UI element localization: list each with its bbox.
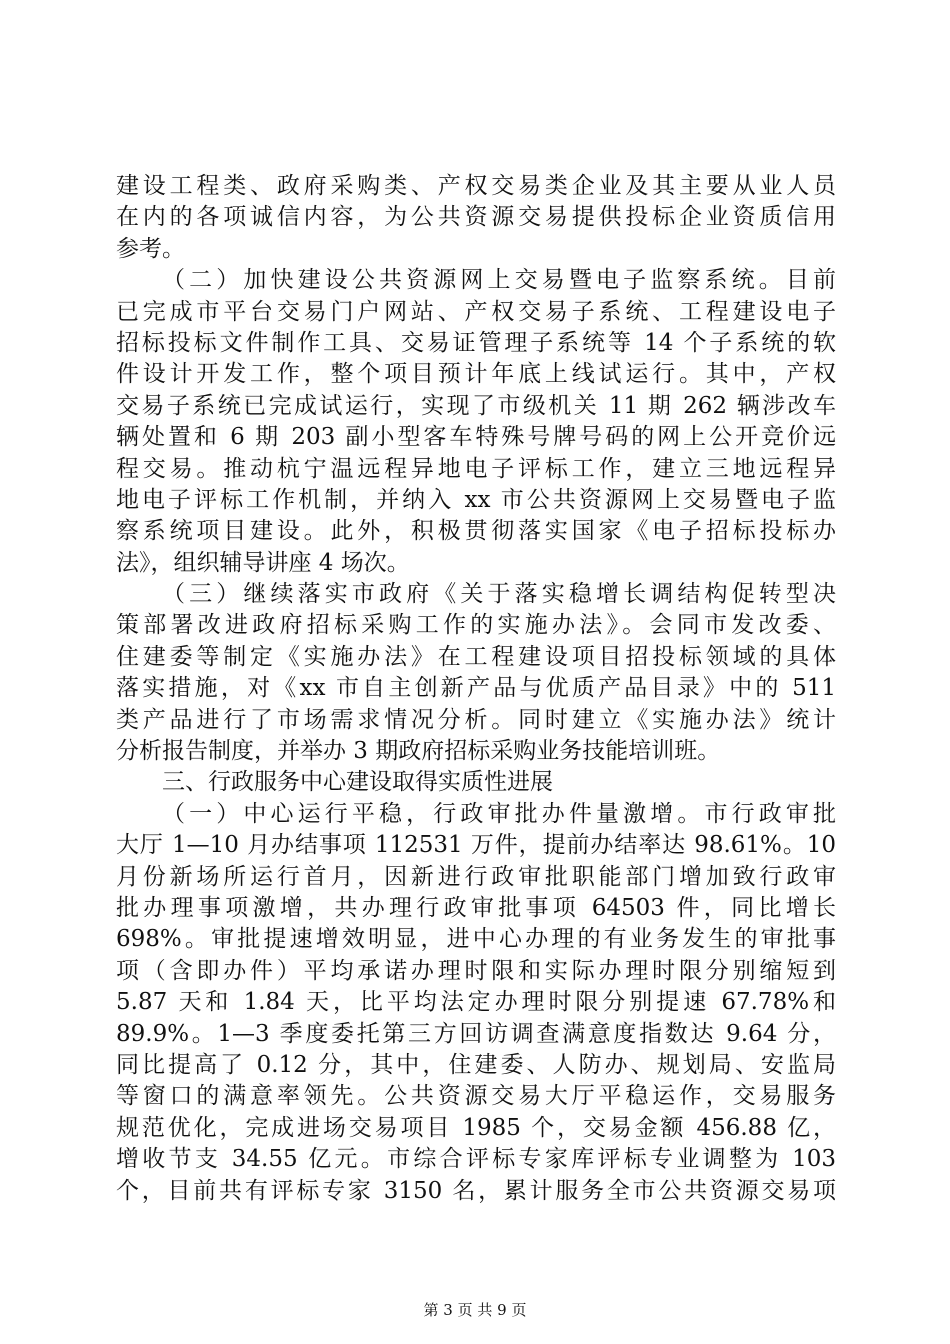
text-line: 等窗口的满意率领先。公共资源交易大厅平稳运作，交易服务 [116, 1083, 836, 1110]
text-line: 件设计开发工作，整个项目预计年底上线试运行。其中，产权 [116, 361, 836, 388]
text-line: 辆处置和 6 期 203 副小型客车特殊号牌号码的网上公开竞价远 [116, 424, 836, 451]
text-line: 大厅 1—10 月办结事项 112531 万件，提前办结率达 98.61%。10 [116, 832, 836, 859]
text-line: 5.87 天和 1.84 天，比平均法定办理时限分别提速 67.78%和 [116, 989, 836, 1016]
text-line: 法》，组织辅导讲座 4 场次。 [116, 549, 410, 576]
text-line: 建设工程类、政府采购类、产权交易类企业及其主要从业人员 [116, 173, 836, 199]
text-line: 已完成市平台交易门户网站、产权交易子系统、工程建设电子 [116, 298, 836, 325]
text-line: 在内的各项诚信内容，为公共资源交易提供投标企业资质信用 [116, 204, 836, 231]
text-line: 策部署改进政府招标采购工作的实施办法》。会同市发改委、 [116, 612, 836, 639]
text-line: 增收节支 34.55 亿元。市综合评标专家库评标专业调整为 103 [116, 1146, 836, 1173]
document-body [116, 171, 836, 1207]
text-line: 分析报告制度，并举办 3 期政府招标采购业务技能培训班。 [116, 738, 721, 765]
text-line: 月份新场所运行首月，因新进行政审批职能部门增加致行政审 [116, 863, 836, 890]
text-line: 批办理事项激增，共办理行政审批事项 64503 件，同比增长 [116, 894, 836, 921]
text-line: （三）继续落实市政府《关于落实稳增长调结构促转型决 [162, 581, 836, 608]
text-line: 698%。审批提速增效明显，进中心办理的有业务发生的审批事 [116, 926, 836, 953]
text-line: 住建委等制定《实施办法》在工程建设项目招投标领域的具体 [116, 643, 836, 670]
text-line: 招标投标文件制作工具、交易证管理子系统等 14 个子系统的软 [116, 329, 836, 356]
text-line: 地电子评标工作机制，并纳入 xx 市公共资源网上交易暨电子监 [116, 486, 836, 513]
text-line: 类产品进行了市场需求情况分析。同时建立《实施办法》统计 [116, 706, 836, 733]
text-line: 交易子系统已完成试运行，实现了市级机关 11 期 262 辆涉改车 [116, 392, 836, 419]
text-line: 三、行政服务中心建设取得实质性进展 [162, 769, 553, 796]
page-number-footer: 第 3 页 共 9 页 [423, 1301, 527, 1319]
text-line: 同比提高了 0.12 分，其中，住建委、人防办、规划局、安监局 [116, 1051, 836, 1078]
text-line: 参考。 [116, 235, 185, 262]
text-line: 察系统项目建设。此外，积极贯彻落实国家《电子招标投标办 [116, 518, 836, 545]
text-line: 程交易。推动杭宁温远程异地电子评标工作，建立三地远程异 [116, 455, 836, 482]
text-line: （二）加快建设公共资源网上交易暨电子监察系统。目前 [162, 267, 836, 294]
text-line: 项（含即办件）平均承诺办理时限和实际办理时限分别缩短到 [116, 957, 836, 984]
text-line: 落实措施，对《xx 市自主创新产品与优质产品目录》中的 511 [116, 675, 836, 702]
text-line: 规范优化，完成进场交易项目 1985 个，交易金额 456.88 亿， [116, 1114, 836, 1141]
text-line: 89.9%。1—3 季度委托第三方回访调查满意度指数达 9.64 分， [116, 1020, 836, 1047]
text-line: 个，目前共有评标专家 3150 名，累计服务全市公共资源交易项 [116, 1177, 836, 1204]
text-line: （一）中心运行平稳，行政审批办件量激增。市行政审批 [162, 800, 836, 827]
